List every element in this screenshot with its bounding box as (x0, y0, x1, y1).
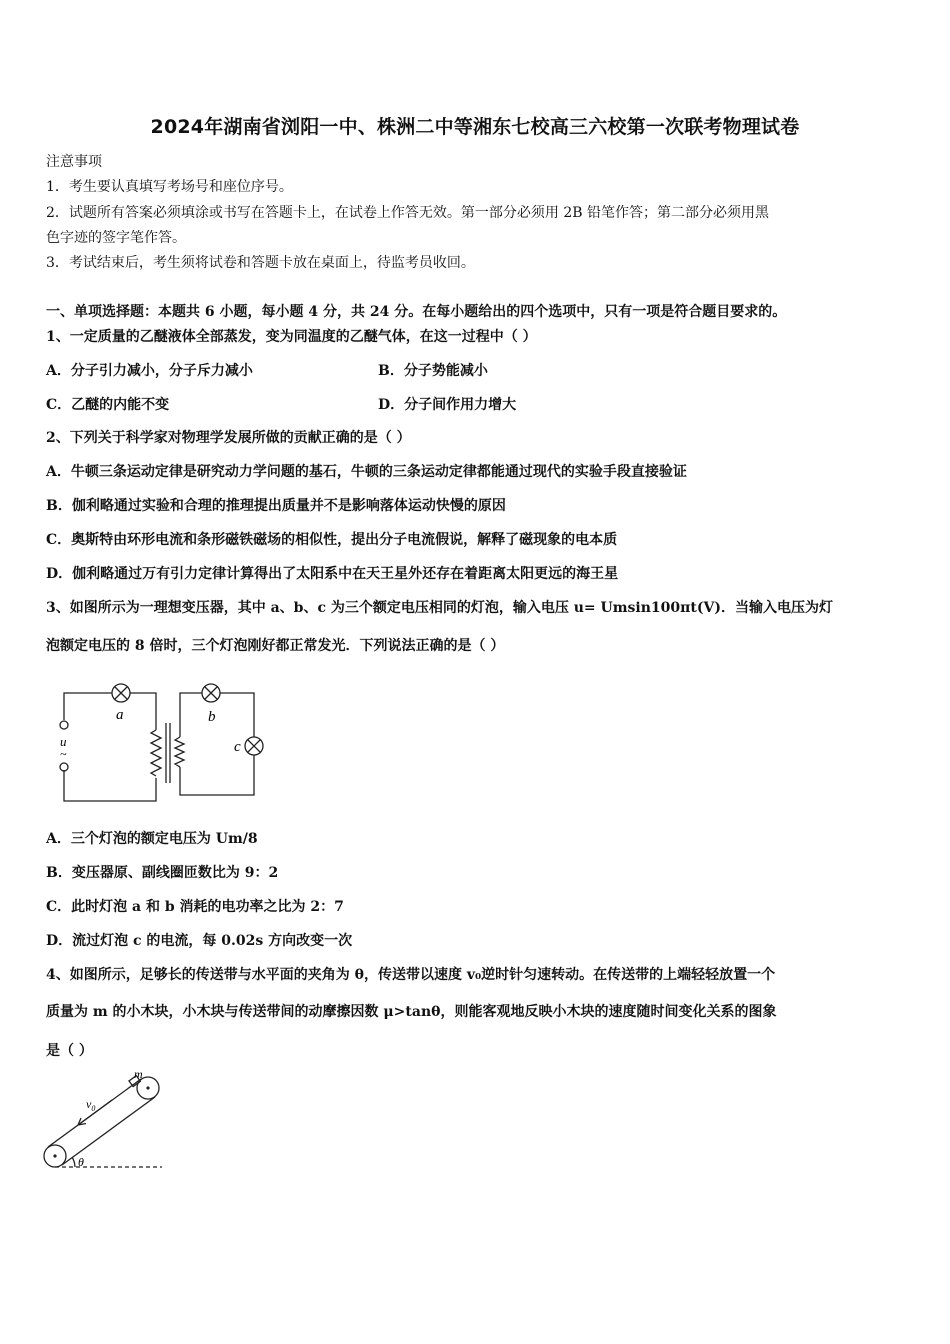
lamp-a-icon (112, 684, 130, 702)
q2-option-a: A．牛顿三条运动定律是研究动力学问题的基石，牛顿的三条运动定律都能通过现代的实验手段直接验证 (46, 464, 687, 480)
q2-stem: 2、下列关于科学家对物理学发展所做的贡献正确的是（ ） (46, 430, 411, 446)
q1-option-d: D．分子间作用力增大 (378, 397, 517, 413)
notice-item-2: 2．试题所有答案必须填涂或书写在答题卡上，在试卷上作答无效。第一部分必须用 2B 铅笔作答；第二部分必须用黑 (46, 205, 769, 221)
section-heading: 一、单项选择题：本题共 6 小题，每小题 4 分，共 24 分。在每小题给出的四个选项中，只有一项是符合题目要求的。 (46, 304, 787, 320)
label-u: u (60, 734, 67, 749)
q1-option-c: C．乙醚的内能不变 (46, 397, 170, 413)
label-a: a (116, 707, 124, 723)
lamp-b-icon (202, 684, 220, 702)
label-v0: $v_0$ (86, 1097, 96, 1113)
q4-stem-line1: 4、如图所示，足够长的传送带与水平面的夹角为 θ，传送带以速度 v₀逆时针匀速转动。在传送带的上端轻轻放置一个 (46, 967, 776, 983)
q4-stem-line3: 是（ ） (46, 1043, 93, 1059)
page-title: 2024年湖南省浏阳一中、株洲二中等湘东七校高三六校第一次联考物理试卷 (150, 116, 800, 138)
q1-option-a: A．分子引力减小，分子斥力减小 (46, 363, 253, 379)
q3-option-c: C．此时灯泡 a 和 b 消耗的电功率之比为 2：7 (46, 899, 344, 915)
q3-option-a: A．三个灯泡的额定电压为 Um/8 (46, 831, 258, 847)
label-b: b (208, 709, 216, 725)
conveyor-belt-diagram (40, 1068, 170, 1176)
q2-option-b: B．伽利略通过实验和合理的推理提出质量并不是影响落体运动快慢的原因 (46, 498, 506, 514)
label-c: c (234, 739, 241, 755)
q3-stem-line2: 泡额定电压的 8 倍时，三个灯泡刚好都正常发光．下列说法正确的是（ ） (46, 638, 505, 654)
q3-option-d: D．流过灯泡 c 的电流，每 0.02s 方向改变一次 (46, 933, 353, 949)
label-m: m (134, 1068, 143, 1081)
q1-stem: 1、一定质量的乙醚液体全部蒸发，变为同温度的乙醚气体，在这一过程中（ ） (46, 329, 537, 345)
notice-item-1: 1．考生要认真填写考场号和座位序号。 (46, 179, 293, 195)
q3-option-b: B．变压器原、副线圈匝数比为 9：2 (46, 865, 279, 881)
q3-stem-line1: 3、如图所示为一理想变压器，其中 a、b、c 为三个额定电压相同的灯泡，输入电压 u= Umsin100πt(V)．当输入电压为灯 (46, 600, 833, 616)
transformer-circuit-diagram (56, 675, 286, 807)
q2-option-d: D．伽利略通过万有引力定律计算得出了太阳系中在天王星外还存在着距离太阳更远的海王星 (46, 566, 619, 582)
q4-stem-line2: 质量为 m 的小木块，小木块与传送带间的动摩擦因数 μ>tanθ，则能客观地反映小木块的速度随时间变化关系的图象 (46, 1004, 777, 1020)
label-ac: ~ (60, 747, 67, 761)
label-theta: θ (78, 1155, 84, 1169)
q1-option-b: B．分子势能减小 (378, 363, 488, 379)
lamp-c-icon (245, 737, 263, 755)
notice-item-2-cont: 色字迹的签字笔作答。 (46, 230, 186, 246)
notice-heading: 注意事项 (46, 154, 102, 170)
notice-item-3: 3．考试结束后，考生须将试卷和答题卡放在桌面上，待监考员收回。 (46, 255, 475, 271)
q2-option-c: C．奥斯特由环形电流和条形磁铁磁场的相似性，提出分子电流假说，解释了磁现象的电本质 (46, 532, 618, 548)
